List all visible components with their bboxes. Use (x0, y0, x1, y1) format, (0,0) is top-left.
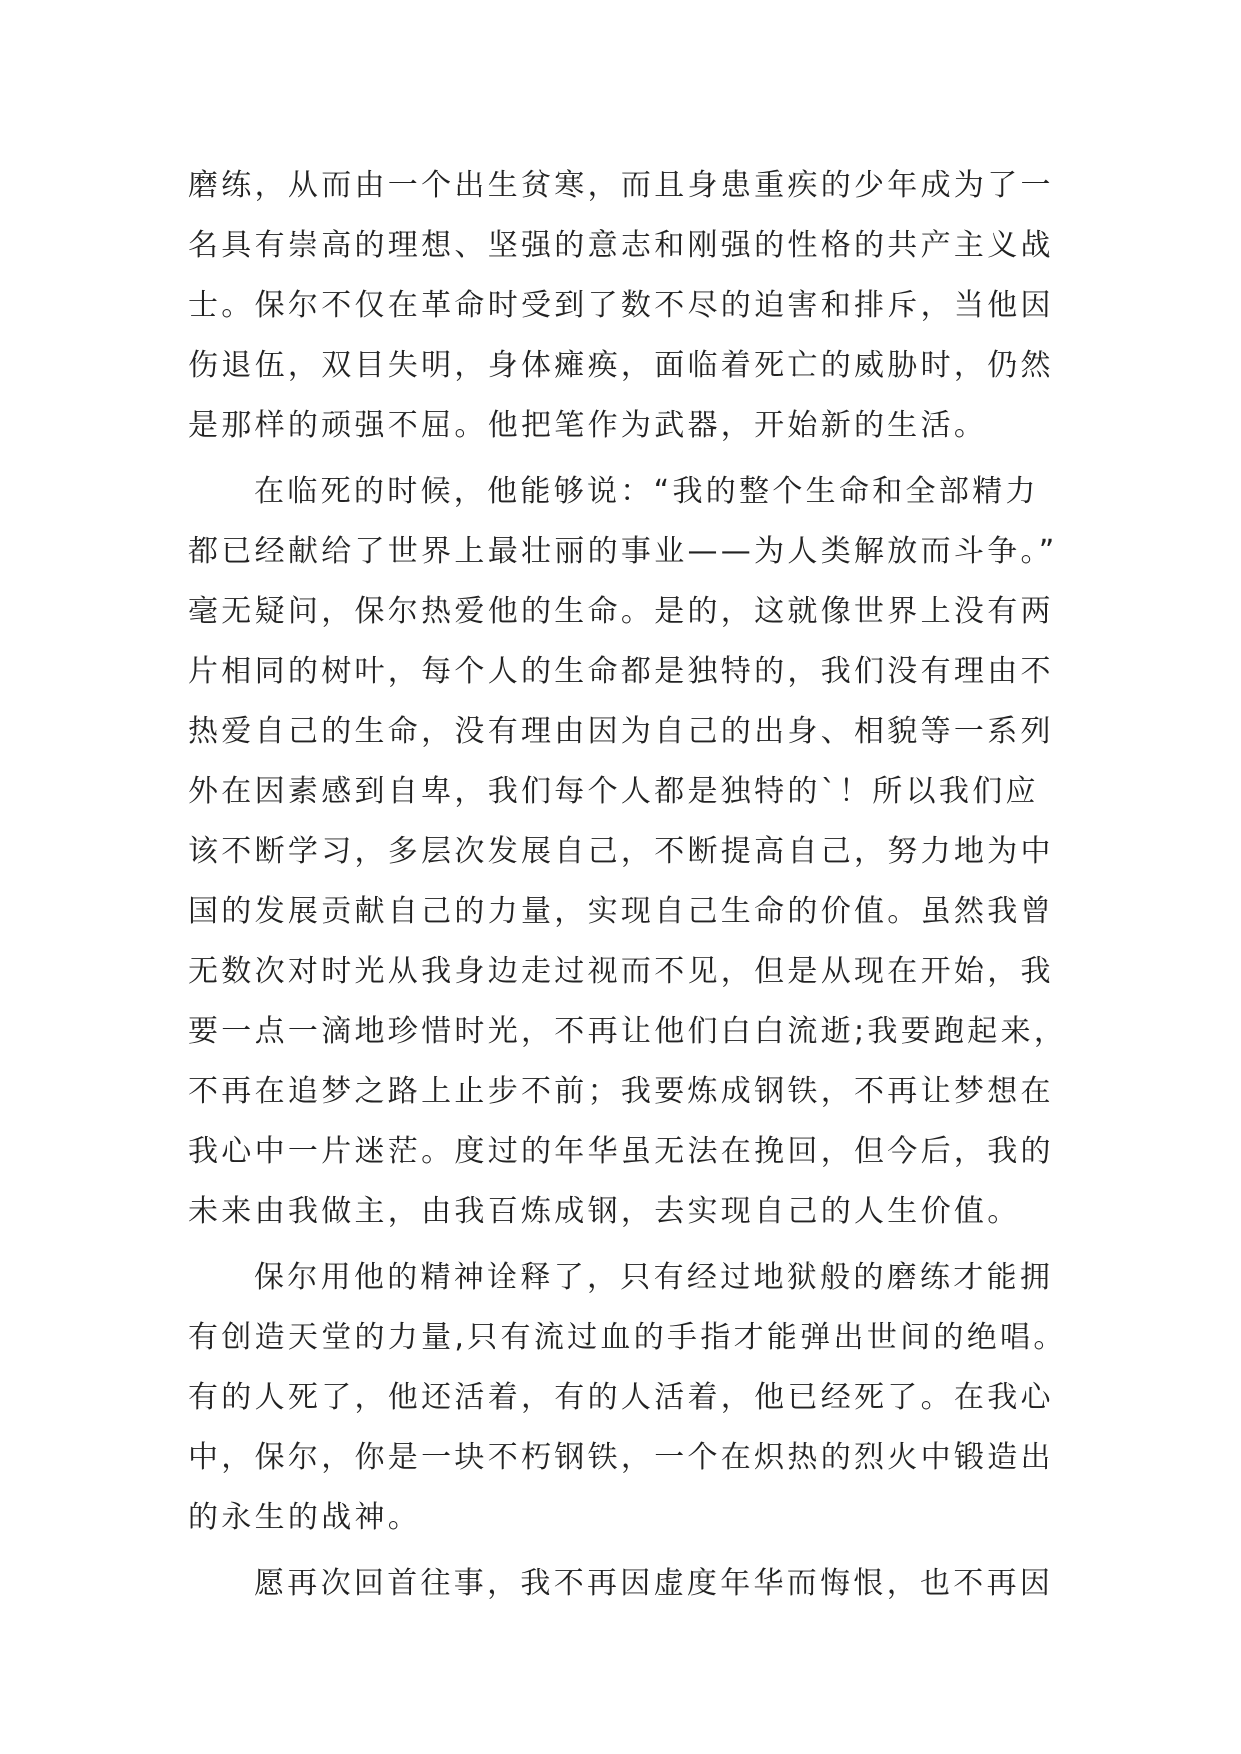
document-body (188, 156, 1068, 1614)
text-line: 热爱自己的生命，没有理由因为自己的出身、相貌等一系列 (188, 714, 1054, 749)
text-line: 有创造天堂的力量,只有流过血的手指才能弹出世间的绝唱。 (188, 1320, 1067, 1355)
text-line: 无数次对时光从我身边走过视而不见，但是从现在开始，我 (188, 954, 1054, 989)
text-line: 国的发展贡献自己的力量，实现自己生命的价值。虽然我曾 (188, 894, 1054, 929)
text-line: 在临死的时候，他能够说：“我的整个生命和全部精力 (254, 474, 1039, 509)
text-line: 的永生的战神。 (188, 1500, 422, 1535)
text-line: 保尔用他的精神诠释了，只有经过地狱般的磨练才能拥 (254, 1260, 1054, 1295)
text-line: 有的人死了，他还活着，有的人活着，他已经死了。在我心 (188, 1380, 1054, 1415)
text-line: 士。保尔不仅在革命时受到了数不尽的迫害和排斥，当他因 (188, 288, 1054, 323)
text-line: 我心中一片迷茫。度过的年华虽无法在挽回，但今后，我的 (188, 1134, 1054, 1169)
paragraph-3 (188, 1248, 1067, 1548)
text-line: 未来由我做主，由我百炼成钢，去实现自己的人生价值。 (188, 1194, 1021, 1229)
text-line: 愿再次回首往事，我不再因虚度年华而悔恨，也不再因 (254, 1566, 1054, 1601)
text-line: 中，保尔，你是一块不朽钢铁，一个在炽热的烈火中锻造出 (188, 1440, 1054, 1475)
text-line: 磨练，从而由一个出生贫寒，而且身患重疾的少年成为了一 (188, 168, 1054, 203)
text-line: 不再在追梦之路上止步不前；我要炼成钢铁，不再让梦想在 (188, 1074, 1054, 1109)
text-line: 毫无疑问，保尔热爱他的生命。是的，这就像世界上没有两 (188, 594, 1054, 629)
text-line: 都已经献给了世界上最壮丽的事业——为人类解放而斗争。” (188, 534, 1058, 569)
text-line: 名具有崇高的理想、坚强的意志和刚强的性格的共产主义战 (188, 228, 1054, 263)
text-line: 该不断学习，多层次发展自己，不断提高自己，努力地为中 (188, 834, 1054, 869)
paragraph-2 (188, 462, 1068, 1242)
text-line: 是那样的顽强不屈。他把笔作为武器，开始新的生活。 (188, 408, 988, 443)
text-line: 片相同的树叶，每个人的生命都是独特的，我们没有理由不 (188, 654, 1054, 689)
text-line: 伤退伍，双目失明，身体瘫痪，面临着死亡的威胁时，仍然 (188, 348, 1054, 383)
text-line: 要一点一滴地珍惜时光，不再让他们白白流逝;我要跑起来， (188, 1014, 1068, 1049)
text-line: 外在因素感到自卑，我们每个人都是独特的`！所以我们应 (188, 774, 1039, 809)
paragraph-1 (188, 156, 1054, 456)
paragraph-4 (188, 1554, 1054, 1614)
